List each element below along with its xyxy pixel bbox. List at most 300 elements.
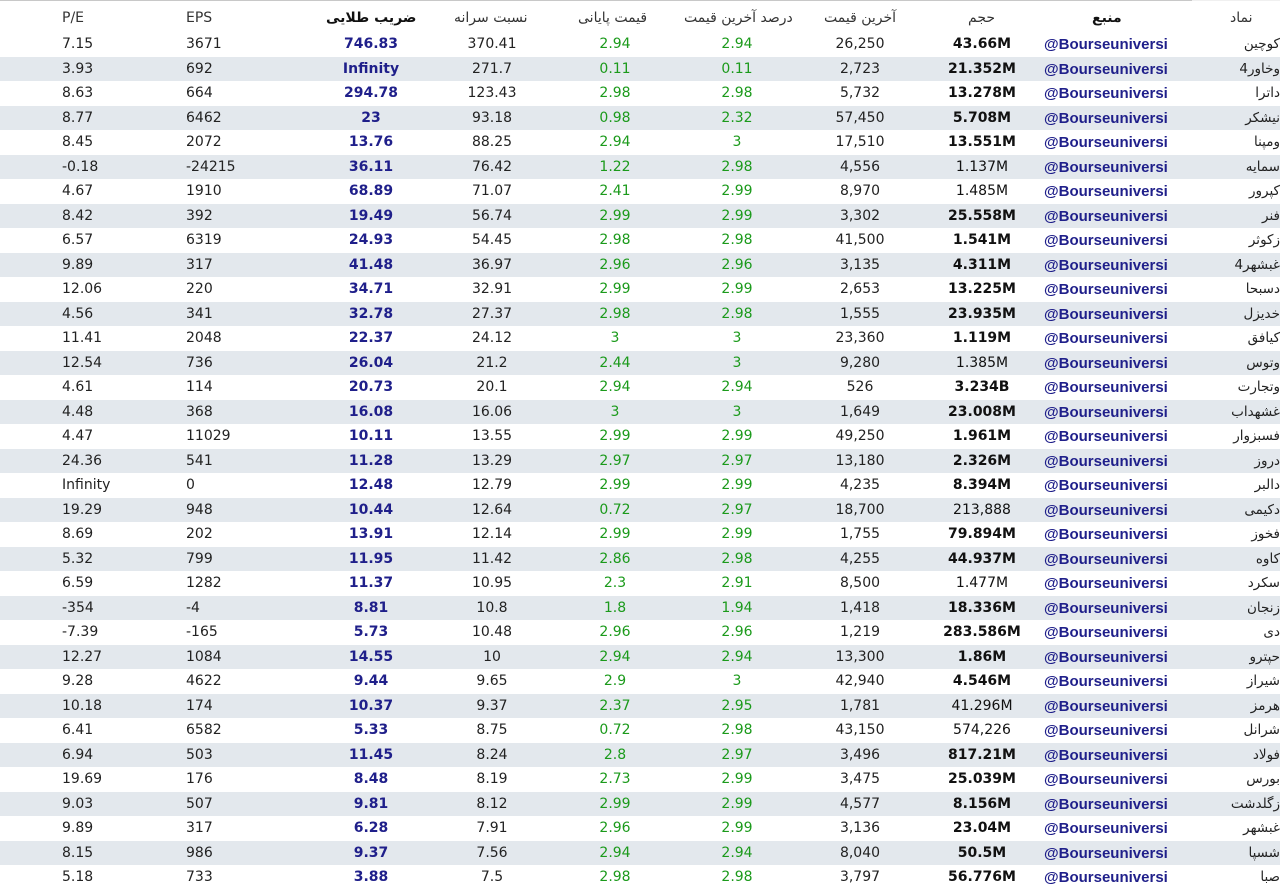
table-row[interactable] xyxy=(0,130,1280,155)
cell-last-price: 26,250 xyxy=(835,36,885,52)
cell-per-capita: 36.97 xyxy=(471,256,513,273)
cell-eps: 6462 xyxy=(186,109,222,126)
cell-gold: 6.28 xyxy=(353,820,389,836)
cell-last-price: 4,556 xyxy=(839,158,881,175)
cell-symbol: حپترو xyxy=(1249,648,1280,665)
cell-source[interactable]: @Bourseuniversi xyxy=(1044,624,1168,641)
cell-pe: 4.56 xyxy=(62,305,94,322)
cell-close-pct: 0.72 xyxy=(599,722,631,738)
cell-eps: -4 xyxy=(186,599,200,616)
table-row[interactable] xyxy=(0,767,1280,792)
table-row[interactable] xyxy=(0,473,1280,498)
cell-last-price: 8,500 xyxy=(839,575,881,591)
cell-close-pct: 0.72 xyxy=(599,501,631,518)
cell-last-price: 8,970 xyxy=(839,183,881,199)
cell-close-pct: 2.98 xyxy=(599,869,631,885)
cell-symbol: وتجارت xyxy=(1237,379,1280,395)
cell-gold: 9.81 xyxy=(353,795,389,812)
cell-per-capita: 21.2 xyxy=(476,354,508,371)
cell-volume: 25.558M xyxy=(948,207,1016,224)
cell-close-pct: 2.98 xyxy=(599,85,631,101)
cell-source[interactable]: @Bourseuniversi xyxy=(1044,109,1168,127)
cell-source[interactable]: @Bourseuniversi xyxy=(1044,501,1168,519)
cell-symbol: زنجان xyxy=(1246,599,1280,616)
cell-last-pct: 2.91 xyxy=(721,575,753,591)
cell-close-pct: 2.41 xyxy=(599,183,631,199)
cell-last-price: 3,136 xyxy=(839,820,881,836)
table-row[interactable] xyxy=(0,547,1280,572)
cell-volume: 8.394M xyxy=(952,477,1012,493)
table-row[interactable] xyxy=(0,449,1280,474)
cell-pe: -354 xyxy=(62,599,94,616)
cell-symbol: هرمز xyxy=(1250,697,1280,714)
cell-volume: 4.546M xyxy=(952,673,1012,689)
cell-source[interactable]: @Bourseuniversi xyxy=(1044,403,1168,421)
cell-per-capita: 12.64 xyxy=(471,501,513,518)
cell-last-pct: 2.99 xyxy=(721,526,753,542)
cell-eps: -24215 xyxy=(186,158,236,175)
cell-close-pct: 2.96 xyxy=(599,624,631,640)
cell-source[interactable]: @Bourseuniversi xyxy=(1044,281,1168,298)
cell-per-capita: 24.12 xyxy=(471,330,513,346)
header-pe[interactable]: P/E xyxy=(62,10,85,26)
cell-volume: 50.5M xyxy=(957,844,1007,861)
cell-source[interactable]: @Bourseuniversi xyxy=(1044,697,1168,715)
cell-source[interactable]: @Bourseuniversi xyxy=(1044,85,1168,102)
cell-source[interactable]: @Bourseuniversi xyxy=(1044,158,1168,176)
cell-volume: 18.336M xyxy=(948,599,1016,616)
cell-close-pct: 2.3 xyxy=(603,575,627,591)
cell-source[interactable]: @Bourseuniversi xyxy=(1044,550,1168,568)
table-row[interactable] xyxy=(0,32,1280,57)
table-row[interactable] xyxy=(0,792,1280,817)
cell-source[interactable]: @Bourseuniversi xyxy=(1044,256,1168,274)
cell-symbol: بورس xyxy=(1246,771,1280,787)
cell-volume: 1.385M xyxy=(955,354,1009,371)
cell-pe: 12.54 xyxy=(62,354,103,371)
cell-eps: 692 xyxy=(186,60,213,77)
cell-per-capita: 32.91 xyxy=(471,281,513,297)
cell-per-capita: 27.37 xyxy=(471,305,513,322)
cell-pe: 4.47 xyxy=(62,428,94,444)
cell-close-pct: 2.97 xyxy=(599,452,631,469)
cell-eps: 986 xyxy=(186,844,213,861)
cell-gold: 746.83 xyxy=(343,36,399,52)
cell-pe: -0.18 xyxy=(62,158,99,175)
cell-source[interactable]: @Bourseuniversi xyxy=(1044,379,1168,396)
cell-volume: 79.894M xyxy=(948,526,1016,542)
cell-per-capita: 9.65 xyxy=(476,673,508,689)
cell-gold: 10.44 xyxy=(348,501,394,518)
cell-gold: 13.91 xyxy=(348,526,394,542)
cell-last-pct: 2.98 xyxy=(721,722,753,738)
table-row[interactable] xyxy=(0,400,1280,425)
cell-source[interactable]: @Bourseuniversi xyxy=(1044,60,1168,78)
cell-eps: 2072 xyxy=(186,134,222,150)
cell-close-pct: 2.73 xyxy=(599,771,631,787)
cell-last-pct: 2.99 xyxy=(721,477,753,493)
header-eps[interactable]: EPS xyxy=(186,10,213,26)
cell-per-capita: 8.75 xyxy=(476,722,508,738)
cell-last-price: 4,577 xyxy=(839,795,881,812)
cell-close-pct: 0.11 xyxy=(599,60,631,77)
cell-volume: 5.708M xyxy=(952,109,1012,126)
cell-gold: 19.49 xyxy=(348,207,394,224)
cell-last-price: 5,732 xyxy=(839,85,881,101)
table-row[interactable] xyxy=(0,228,1280,253)
cell-pe: 19.29 xyxy=(62,501,103,518)
cell-pe: 24.36 xyxy=(62,452,103,469)
table-row[interactable] xyxy=(0,204,1280,229)
table-row[interactable] xyxy=(0,277,1280,302)
cell-last-pct: 2.98 xyxy=(721,550,753,567)
table-row[interactable] xyxy=(0,81,1280,106)
cell-eps: 174 xyxy=(186,697,213,714)
cell-gold: 16.08 xyxy=(348,403,394,420)
cell-volume: 23.04M xyxy=(952,820,1012,836)
table-row[interactable] xyxy=(0,694,1280,719)
cell-per-capita: 54.45 xyxy=(471,232,513,248)
cell-gold: 10.11 xyxy=(348,428,394,444)
cell-source[interactable]: @Bourseuniversi xyxy=(1044,134,1168,151)
cell-volume: 1.86M xyxy=(957,648,1007,665)
cell-source[interactable]: @Bourseuniversi xyxy=(1044,673,1168,690)
cell-source[interactable]: @Bourseuniversi xyxy=(1044,232,1168,249)
cell-source[interactable]: @Bourseuniversi xyxy=(1044,354,1168,372)
cell-symbol: کاوه xyxy=(1255,550,1280,567)
cell-last-price: 3,135 xyxy=(839,256,881,273)
cell-eps: 1910 xyxy=(186,183,222,199)
cell-close-pct: 0.98 xyxy=(599,109,631,126)
cell-gold: 5.73 xyxy=(353,624,389,640)
cell-per-capita: 13.29 xyxy=(471,452,513,469)
cell-pe: 8.42 xyxy=(62,207,94,224)
cell-pe: 8.69 xyxy=(62,526,94,542)
cell-last-price: 43,150 xyxy=(835,722,885,738)
cell-symbol: زکوثر xyxy=(1248,232,1280,248)
cell-volume: 1.961M xyxy=(952,428,1012,444)
cell-eps: 1282 xyxy=(186,575,222,591)
cell-gold: 12.48 xyxy=(348,477,394,493)
cell-volume: 41.296M xyxy=(951,697,1013,714)
cell-pe: 4.67 xyxy=(62,183,94,199)
cell-eps: 503 xyxy=(186,746,213,763)
cell-last-price: 9,280 xyxy=(839,354,881,371)
cell-volume: 56.776M xyxy=(948,869,1016,885)
cell-eps: 3671 xyxy=(186,36,222,52)
cell-pe: 6.94 xyxy=(62,746,94,763)
cell-last-price: 3,475 xyxy=(839,771,881,787)
table-row[interactable] xyxy=(0,326,1280,351)
cell-gold: 8.48 xyxy=(353,771,389,787)
cell-per-capita: 271.7 xyxy=(471,60,513,77)
cell-last-price: 1,781 xyxy=(839,697,881,714)
cell-gold: 11.95 xyxy=(348,550,394,567)
cell-volume: 817.21M xyxy=(948,746,1016,763)
cell-gold: 41.48 xyxy=(348,256,394,273)
cell-last-pct: 2.99 xyxy=(721,428,753,444)
cell-gold: 68.89 xyxy=(348,183,394,199)
cell-eps: 541 xyxy=(186,452,213,469)
table-row[interactable] xyxy=(0,57,1280,82)
cell-source[interactable]: @Bourseuniversi xyxy=(1044,330,1168,347)
cell-last-pct: 2.99 xyxy=(721,183,753,199)
cell-volume: 1.541M xyxy=(952,232,1012,248)
table-row[interactable] xyxy=(0,522,1280,547)
cell-close-pct: 2.94 xyxy=(599,379,631,395)
cell-volume: 13.225M xyxy=(948,281,1016,297)
cell-gold: 34.71 xyxy=(348,281,394,297)
table-row[interactable] xyxy=(0,253,1280,278)
cell-last-pct: 3 xyxy=(732,673,742,689)
cell-source[interactable]: @Bourseuniversi xyxy=(1044,207,1168,225)
cell-eps: -165 xyxy=(186,624,218,640)
cell-source[interactable]: @Bourseuniversi xyxy=(1044,746,1168,764)
cell-symbol: دی xyxy=(1263,624,1280,640)
cell-symbol: غبشهر4 xyxy=(1234,256,1280,273)
table-row[interactable] xyxy=(0,865,1280,890)
cell-eps: 4622 xyxy=(186,673,222,689)
table-row[interactable] xyxy=(0,645,1280,670)
cell-source[interactable]: @Bourseuniversi xyxy=(1044,869,1168,886)
cell-last-pct: 2.98 xyxy=(721,305,753,322)
cell-pe: 8.63 xyxy=(62,85,94,101)
cell-symbol: زگلدشت xyxy=(1230,795,1280,812)
cell-source[interactable]: @Bourseuniversi xyxy=(1044,722,1168,739)
cell-close-pct: 2.86 xyxy=(599,550,631,567)
table-row[interactable] xyxy=(0,669,1280,694)
cell-close-pct: 2.99 xyxy=(599,477,631,493)
table-row[interactable] xyxy=(0,816,1280,841)
cell-pe: 3.93 xyxy=(62,60,94,77)
cell-source[interactable]: @Bourseuniversi xyxy=(1044,452,1168,470)
cell-last-pct: 2.98 xyxy=(721,869,753,885)
cell-pe: Infinity xyxy=(62,477,111,493)
cell-last-pct: 2.98 xyxy=(721,85,753,101)
cell-pe: 10.18 xyxy=(62,697,103,714)
cell-symbol: نیشکر xyxy=(1245,109,1280,126)
cell-last-pct: 2.32 xyxy=(721,109,753,126)
cell-gold: 11.45 xyxy=(348,746,394,763)
cell-eps: 11029 xyxy=(186,428,231,444)
cell-close-pct: 2.96 xyxy=(599,820,631,836)
cell-per-capita: 10.48 xyxy=(471,624,513,640)
cell-pe: 12.27 xyxy=(62,648,103,665)
cell-per-capita: 10.8 xyxy=(476,599,508,616)
table-row[interactable] xyxy=(0,498,1280,523)
cell-last-pct: 2.99 xyxy=(721,820,753,836)
cell-source[interactable]: @Bourseuniversi xyxy=(1044,599,1168,617)
cell-gold: 26.04 xyxy=(348,354,394,371)
cell-gold: 32.78 xyxy=(348,305,394,322)
header-source[interactable]: منبع xyxy=(1092,10,1122,26)
cell-gold: 5.33 xyxy=(353,722,389,738)
cell-eps: 733 xyxy=(186,869,213,885)
cell-symbol: کوچین xyxy=(1243,36,1280,52)
cell-volume: 23.935M xyxy=(948,305,1016,322)
cell-per-capita: 8.19 xyxy=(476,771,508,787)
cell-gold: 36.11 xyxy=(348,158,394,175)
cell-per-capita: 10.95 xyxy=(471,575,513,591)
cell-pe: 5.32 xyxy=(62,550,94,567)
cell-last-price: 1,418 xyxy=(839,599,881,616)
cell-per-capita: 20.1 xyxy=(476,379,508,395)
table-row[interactable] xyxy=(0,351,1280,376)
cell-gold: 20.73 xyxy=(348,379,394,395)
cell-last-price: 1,219 xyxy=(839,624,881,640)
cell-per-capita: 13.55 xyxy=(471,428,513,444)
header-gold-coef[interactable]: ضریب طلایی xyxy=(326,10,417,26)
cell-gold: 9.44 xyxy=(353,673,389,689)
cell-last-price: 41,500 xyxy=(835,232,885,248)
cell-symbol: ومپنا xyxy=(1253,134,1280,150)
cell-source[interactable]: @Bourseuniversi xyxy=(1044,648,1168,666)
cell-last-pct: 1.94 xyxy=(721,599,753,616)
cell-eps: 736 xyxy=(186,354,213,371)
table-header xyxy=(0,0,1280,32)
cell-source[interactable]: @Bourseuniversi xyxy=(1044,428,1168,445)
cell-last-pct: 3 xyxy=(732,134,742,150)
cell-eps: 317 xyxy=(186,820,213,836)
cell-last-price: 1,649 xyxy=(839,403,881,420)
cell-source[interactable]: @Bourseuniversi xyxy=(1044,820,1168,837)
cell-last-pct: 3 xyxy=(732,354,742,371)
cell-source[interactable]: @Bourseuniversi xyxy=(1044,526,1168,543)
cell-gold: 22.37 xyxy=(348,330,394,346)
cell-gold: 9.37 xyxy=(353,844,389,861)
table-row[interactable] xyxy=(0,106,1280,131)
header-volume[interactable]: حجم xyxy=(968,10,996,26)
cell-gold: 294.78 xyxy=(343,85,399,101)
cell-volume: 13.278M xyxy=(948,85,1016,101)
table-row[interactable] xyxy=(0,620,1280,645)
cell-pe: 8.15 xyxy=(62,844,94,861)
table-body xyxy=(0,32,1280,890)
cell-pe: 6.57 xyxy=(62,232,94,248)
cell-eps: 507 xyxy=(186,795,213,812)
table-row[interactable] xyxy=(0,743,1280,768)
header-last-price-pct[interactable]: درصد آخرین قیمت xyxy=(684,10,793,26)
header-per-capita[interactable]: نسبت سرانه xyxy=(454,10,528,26)
cell-source[interactable]: @Bourseuniversi xyxy=(1044,305,1168,323)
cell-eps: 2048 xyxy=(186,330,222,346)
cell-source[interactable]: @Bourseuniversi xyxy=(1044,183,1168,200)
table-row[interactable] xyxy=(0,841,1280,866)
cell-gold: Infinity xyxy=(342,60,400,77)
cell-symbol: وتوس xyxy=(1246,354,1280,371)
header-symbol[interactable]: نماد xyxy=(1230,10,1253,26)
cell-last-pct: 2.98 xyxy=(721,158,753,175)
cell-volume: 1.137M xyxy=(955,158,1009,175)
cell-close-pct: 1.8 xyxy=(603,599,627,616)
cell-eps: 0 xyxy=(186,477,195,493)
cell-per-capita: 9.37 xyxy=(476,697,508,714)
cell-volume: 44.937M xyxy=(948,550,1016,567)
cell-symbol: فسبزوار xyxy=(1233,428,1280,444)
cell-per-capita: 7.56 xyxy=(476,844,508,861)
cell-pe: 9.03 xyxy=(62,795,94,812)
cell-gold: 24.93 xyxy=(348,232,394,248)
table-row[interactable] xyxy=(0,718,1280,743)
cell-close-pct: 2.99 xyxy=(599,428,631,444)
cell-source[interactable]: @Bourseuniversi xyxy=(1044,36,1168,53)
header-last-price[interactable]: آخرین قیمت xyxy=(824,10,897,26)
cell-source[interactable]: @Bourseuniversi xyxy=(1044,477,1168,494)
cell-symbol: فولاد xyxy=(1252,746,1280,763)
cell-eps: 799 xyxy=(186,550,213,567)
cell-symbol: فنر xyxy=(1262,207,1280,224)
cell-volume: 283.586M xyxy=(943,624,1021,640)
table-row[interactable] xyxy=(0,155,1280,180)
cell-per-capita: 7.91 xyxy=(476,820,508,836)
cell-last-price: 17,510 xyxy=(835,134,885,150)
cell-last-price: 2,723 xyxy=(839,60,881,77)
cell-per-capita: 16.06 xyxy=(471,403,513,420)
cell-last-pct: 2.97 xyxy=(721,501,753,518)
cell-last-pct: 2.95 xyxy=(721,697,753,714)
cell-last-price: 3,797 xyxy=(839,869,881,885)
cell-source[interactable]: @Bourseuniversi xyxy=(1044,575,1168,592)
cell-last-price: 18,700 xyxy=(835,501,885,518)
cell-per-capita: 12.14 xyxy=(471,526,513,542)
cell-last-price: 1,755 xyxy=(839,526,881,542)
cell-last-price: 4,235 xyxy=(839,477,881,493)
cell-volume: 1.477M xyxy=(955,575,1009,591)
cell-pe: 6.59 xyxy=(62,575,94,591)
cell-close-pct: 3 xyxy=(610,403,620,420)
cell-symbol: وخاور4 xyxy=(1239,60,1280,77)
cell-per-capita: 8.24 xyxy=(476,746,508,763)
cell-symbol: کیافق xyxy=(1247,330,1280,346)
cell-eps: 114 xyxy=(186,379,213,395)
cell-eps: 392 xyxy=(186,207,213,224)
cell-last-price: 4,255 xyxy=(839,550,881,567)
cell-last-price: 57,450 xyxy=(835,109,885,126)
table-row[interactable] xyxy=(0,302,1280,327)
cell-volume: 4.311M xyxy=(952,256,1012,273)
cell-pe: 5.18 xyxy=(62,869,94,885)
table-row[interactable] xyxy=(0,424,1280,449)
cell-eps: 317 xyxy=(186,256,213,273)
cell-source[interactable]: @Bourseuniversi xyxy=(1044,771,1168,788)
cell-source[interactable]: @Bourseuniversi xyxy=(1044,844,1168,862)
cell-pe: 8.77 xyxy=(62,109,94,126)
table-row[interactable] xyxy=(0,375,1280,400)
table-row[interactable] xyxy=(0,179,1280,204)
table-row[interactable] xyxy=(0,571,1280,596)
cell-last-pct: 3 xyxy=(732,330,742,346)
cell-last-pct: 2.97 xyxy=(721,452,753,469)
table-row[interactable] xyxy=(0,596,1280,621)
cell-symbol: دالبر xyxy=(1254,477,1280,493)
header-close-price[interactable]: قیمت پایانی xyxy=(578,10,648,26)
cell-per-capita: 93.18 xyxy=(471,109,513,126)
cell-volume: 23.008M xyxy=(948,403,1016,420)
cell-eps: 220 xyxy=(186,281,213,297)
cell-close-pct: 2.99 xyxy=(599,795,631,812)
cell-source[interactable]: @Bourseuniversi xyxy=(1044,795,1168,813)
cell-volume: 3.234B xyxy=(954,379,1010,395)
cell-gold: 10.37 xyxy=(348,697,394,714)
cell-symbol: فخوز xyxy=(1251,526,1280,542)
cell-last-price: 2,653 xyxy=(839,281,881,297)
cell-last-pct: 2.99 xyxy=(721,281,753,297)
cell-last-pct: 2.99 xyxy=(721,207,753,224)
cell-last-price: 23,360 xyxy=(835,330,885,346)
cell-last-price: 3,496 xyxy=(839,746,881,763)
cell-pe: 19.69 xyxy=(62,771,103,787)
cell-eps: 6319 xyxy=(186,232,222,248)
